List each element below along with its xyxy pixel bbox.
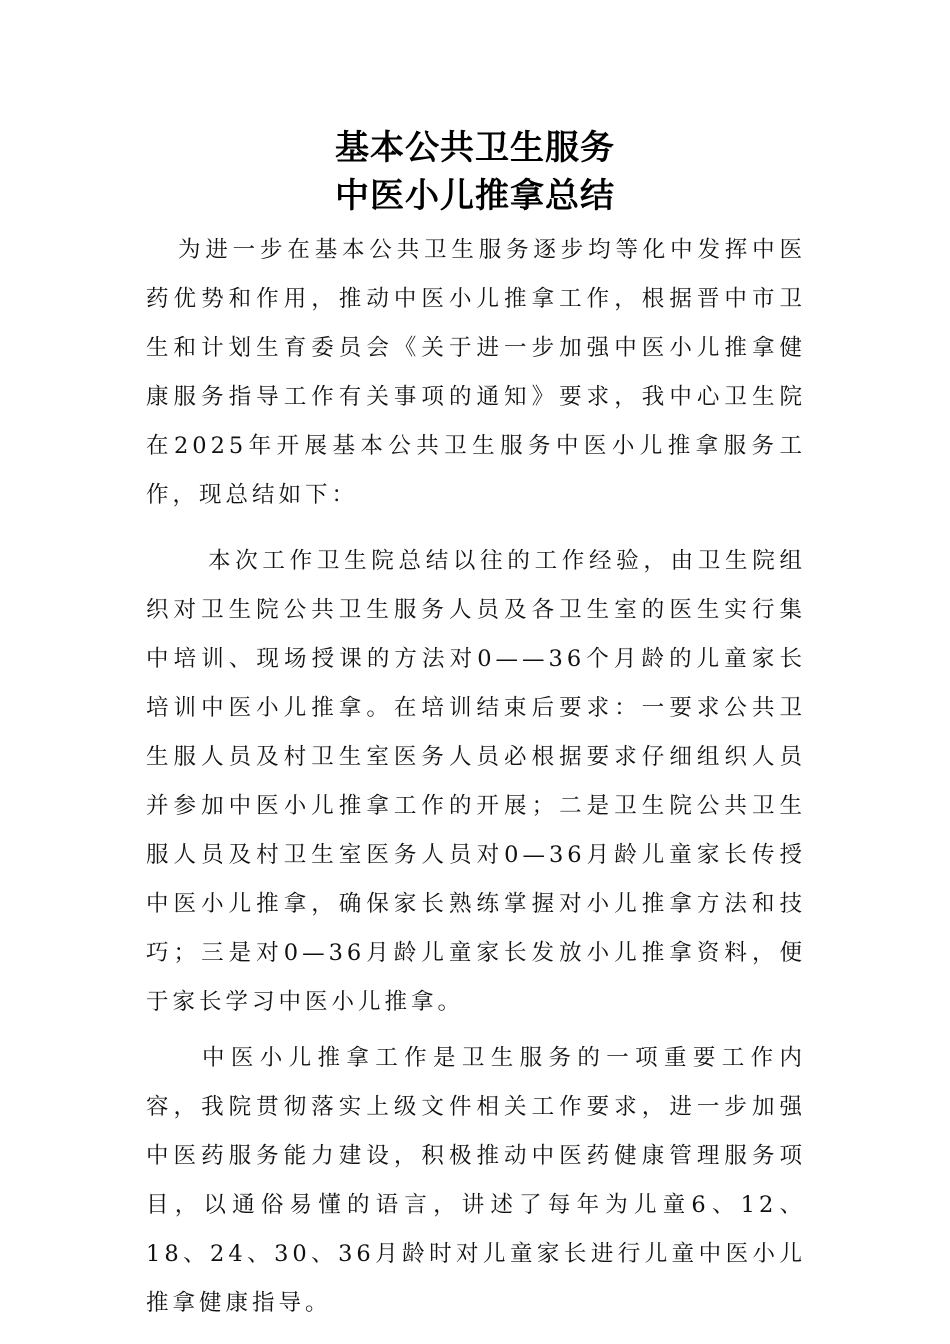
title-line-1: 基本公共卫生服务: [335, 128, 615, 168]
document-body: [146, 226, 806, 1328]
title-line-2: 中医小儿推拿总结: [335, 176, 615, 216]
document-title: [0, 124, 950, 220]
paragraph-conclusion: 中医小儿推拿工作是卫生服务的一项重要工作内容，我院贯彻落实上级文件相关工作要求，进一步加强中医药服务能力建设，积极推动中医药健康管理服务项目，以通俗易懂的语言，讲述了每年为儿童6、12、18、24、30、36月龄时对儿童家长进行儿童中医小儿推拿健康指导。: [146, 1045, 806, 1316]
paragraph-training: 本次工作卫生院总结以往的工作经验，由卫生院组织对卫生院公共卫生服务人员及各卫生室的医生实行集中培训、现场授课的方法对0——36个月龄的儿童家长培训中医小儿推拿。在培训结束后要求：一要求公共卫生服人员及村卫生室医务人员必根据要求仔细组织人员并参加中医小儿推拿工作的开展；二是卫生院公共卫生服人员及村卫生室医务人员对0—36月龄儿童家长传授中医小儿推拿，确保家长熟练掌握对小儿推拿方法和技巧；三是对0—36月龄儿童家长发放小儿推拿资料，便于家长学习中医小儿推拿。: [146, 548, 806, 1015]
paragraph-intro: 为进一步在基本公共卫生服务逐步均等化中发挥中医药优势和作用，推动中医小儿推拿工作，根据晋中市卫生和计划生育委员会《关于进一步加强中医小儿推拿健康服务指导工作有关事项的通知》要求，我中心卫生院在2025年开展基本公共卫生服务中医小儿推拿服务工作，现总结如下：: [146, 237, 806, 508]
